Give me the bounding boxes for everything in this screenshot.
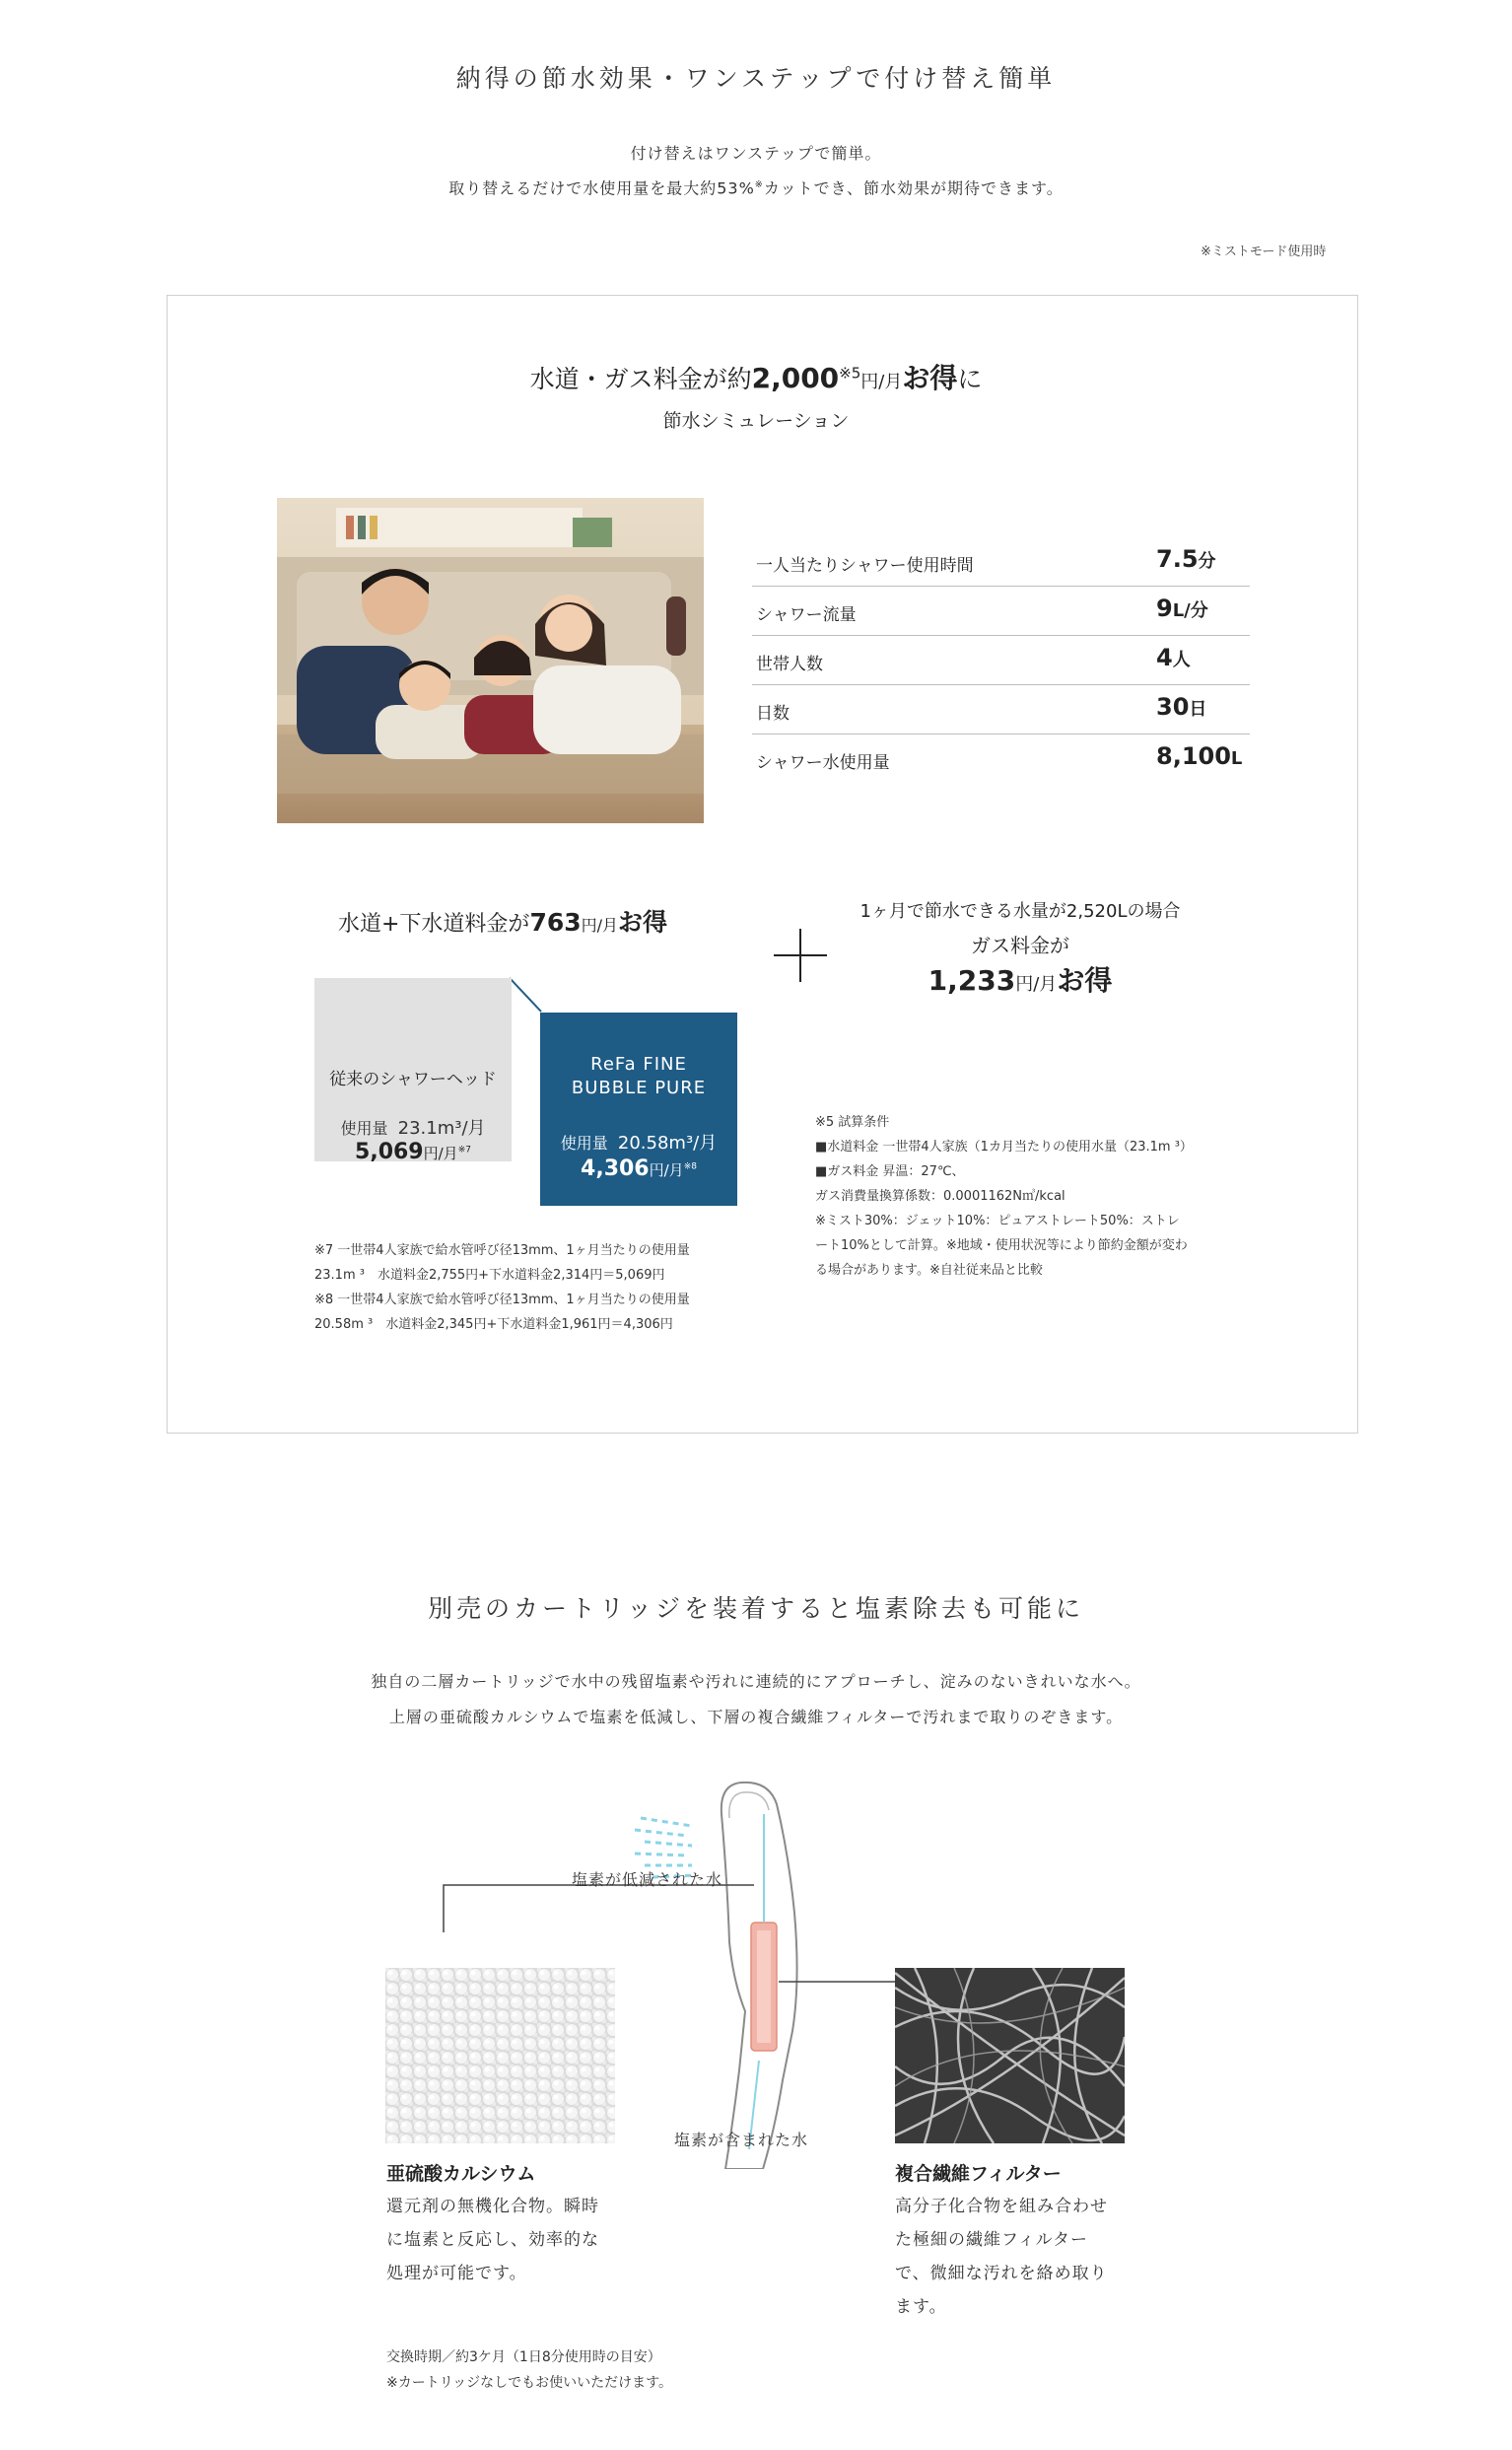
desc-line: ます。	[895, 2297, 947, 2317]
material-calcium-sulfite	[386, 2159, 643, 2290]
row-value	[1156, 644, 1191, 671]
gas-savings	[808, 895, 1232, 1004]
caption-reduced-chlorine: 塩素が低減された水	[572, 1870, 723, 1889]
lead-line-2-post: カットでき、節水効果が期待できます。	[763, 178, 1064, 198]
row-number: 8,100	[1156, 742, 1231, 770]
simulation-subtitle: 節水シミュレーション	[662, 410, 850, 432]
caption-chlorine-water: 塩素が含まれた水	[674, 2131, 809, 2149]
simulation-headline	[0, 357, 1512, 396]
row-number: 4	[1156, 644, 1173, 671]
footnote-line: ※5 試算条件	[815, 1115, 890, 1130]
row-number: 7.5	[1156, 545, 1199, 573]
gas-emph: お得	[1057, 964, 1113, 997]
simulation-table	[752, 537, 1250, 783]
note-line: 交換時期／約3ケ月（1日8分使用時の目安）	[386, 2349, 661, 2365]
headline-emph: お得	[902, 362, 958, 394]
water-emph: お得	[618, 908, 668, 937]
desc-line: 還元剤の無機化合物。瞬時	[386, 2197, 599, 2216]
lead-line-2: 上層の亜硫酸カルシウムで塩素を低減し、下層の複合繊維フィルターで汚れまで取りのぞきます。	[388, 1708, 1124, 1726]
card-new-usage-label: 使用量	[560, 1134, 608, 1153]
card-new-price-value: 4,306	[581, 1156, 650, 1181]
fiber-filter-image	[895, 1968, 1125, 2143]
section2-lead	[0, 1664, 1512, 1735]
card-old-price	[314, 1140, 512, 1164]
card-old-price-value: 5,069	[355, 1140, 424, 1164]
material-description	[895, 2190, 1151, 2324]
table-row	[752, 587, 1250, 636]
lead-mark: ※	[754, 179, 764, 190]
row-unit: 日	[1189, 699, 1207, 720]
lead-line-2-text: 取り替えるだけで水使用量を最大約53%	[448, 178, 755, 198]
row-label: 一人当たりシャワー使用時間	[756, 556, 974, 576]
row-label: シャワー流量	[756, 605, 857, 625]
row-unit: 人	[1172, 650, 1191, 670]
section-title-water-saving: 納得の節水効果・ワンステップで付け替え簡単	[455, 64, 1057, 93]
footnote-line: ※8 一世帯4人家族で給水管呼び径13mm、1ヶ月当たりの使用量	[314, 1293, 690, 1307]
card-new-price	[540, 1156, 737, 1181]
headline-pre: 水道・ガス料金が約	[529, 365, 752, 393]
desc-line: 処理が可能です。	[386, 2264, 527, 2283]
card-new-title-1: ReFa FINE	[590, 1054, 687, 1075]
desc-line: た極細の繊維フィルター	[895, 2230, 1088, 2250]
lead-line-1: 付け替えはワンステップで簡単。	[630, 144, 882, 163]
material-fiber-filter	[895, 2159, 1151, 2324]
table-row	[752, 685, 1250, 735]
section1-lead	[0, 138, 1512, 204]
water-savings-headline	[338, 903, 667, 939]
row-label: シャワー水使用量	[756, 753, 890, 773]
mist-mode-note: ※ミストモード使用時	[1201, 245, 1327, 259]
cartridge-notes	[386, 2345, 672, 2396]
card-old-price-unit: 円/月	[423, 1145, 458, 1162]
card-new-usage	[540, 1129, 737, 1155]
card-old-mark: ※7	[457, 1145, 471, 1155]
card-old-title: 従来のシャワーヘッド	[329, 1070, 497, 1089]
card-refa-fine-bubble-pure	[540, 1013, 737, 1206]
gas-amount: 1,233	[928, 964, 1016, 997]
footnote-line: ート10%として計算。※地域・使用状況等により節約金額が変わ	[815, 1238, 1188, 1253]
water-amount: 763	[529, 908, 582, 937]
card-old-usage-label: 使用量	[340, 1119, 388, 1138]
footnotes-left	[314, 1238, 748, 1337]
card-old-usage-value: 23.1m³/月	[397, 1118, 486, 1139]
material-title: 複合繊維フィルター	[895, 2163, 1062, 2185]
desc-line: に塩素と反応し、効率的な	[386, 2230, 599, 2250]
card-new-usage-value: 20.58m³/月	[617, 1133, 718, 1154]
row-label: 世帯人数	[756, 655, 823, 674]
water-pre: 水道+下水道料金が	[338, 912, 530, 937]
row-value	[1156, 595, 1208, 622]
row-unit: L/分	[1172, 600, 1208, 621]
gas-unit: 円/月	[1015, 974, 1058, 995]
headline-amount: 2,000	[751, 362, 840, 394]
footnote-line: る場合があります。※自社従来品と比較	[815, 1263, 1043, 1278]
material-description	[386, 2190, 643, 2290]
section-title-cartridge: 別売のカートリッジを装着すると塩素除去も可能に	[427, 1594, 1084, 1623]
row-value	[1156, 693, 1206, 721]
card-old-usage	[314, 1114, 512, 1140]
lead-line-1: 独自の二層カートリッジで水中の残留塩素や汚れに連続的にアプローチし、淀みのないきれいな水へ。	[371, 1672, 1141, 1691]
row-label: 日数	[756, 704, 790, 724]
gas-line-2: ガス料金が	[971, 934, 1069, 957]
row-unit: L	[1230, 748, 1243, 769]
note-line: ※カートリッジなしでもお使いいただけます。	[386, 2375, 673, 2391]
card-conventional-showerhead	[314, 978, 512, 1164]
card-new-title-2: BUBBLE PURE	[571, 1078, 707, 1098]
footnote-line: 20.58m ³ 水道料金2,345円+下水道料金1,961円＝4,306円	[314, 1317, 673, 1332]
desc-line: 高分子化合物を組み合わせ	[895, 2197, 1108, 2216]
row-value	[1156, 742, 1242, 770]
leader-line-left	[444, 1885, 754, 1932]
desc-line: で、微細な汚れを絡め取り	[895, 2264, 1108, 2283]
water-unit: 円/月	[581, 916, 619, 935]
calcium-sulfite-image	[385, 1968, 615, 2143]
card-new-price-unit: 円/月	[649, 1161, 684, 1179]
row-number: 30	[1156, 693, 1190, 721]
table-row	[752, 636, 1250, 685]
headline-mark: ※5	[839, 364, 861, 383]
card-new-mark: ※8	[683, 1161, 697, 1172]
row-value	[1156, 545, 1216, 573]
footnote-line: ※7 一世帯4人家族で給水管呼び径13mm、1ヶ月当たりの使用量	[314, 1243, 690, 1258]
lead-line-2	[0, 170, 1512, 204]
footnote-line: ■水道料金 一世帯4人家族（1カ月当たりの使用水量（23.1m ³）	[815, 1140, 1193, 1155]
table-row	[752, 735, 1250, 783]
footnote-line: ガス消費量換算係数：0.0001162N㎥/kcal	[815, 1189, 1065, 1204]
material-title: 亜硫酸カルシウム	[386, 2163, 536, 2185]
row-unit: 分	[1198, 551, 1216, 572]
table-row	[752, 537, 1250, 587]
gas-line-1: 1ヶ月で節水できる水量が2,520Lの場合	[859, 901, 1181, 922]
footnote-line: ■ガス料金 昇温：27℃、	[815, 1164, 965, 1179]
headline-unit: 円/月	[860, 372, 903, 392]
footnotes-right	[815, 1110, 1259, 1283]
family-photo	[277, 498, 704, 823]
row-number: 9	[1156, 595, 1173, 622]
headline-post: に	[957, 365, 983, 393]
card-connector	[508, 976, 547, 1015]
footnote-line: ※ミスト30%：ジェット10%：ピュアストレート50%：ストレ	[815, 1214, 1180, 1228]
gas-amount-line	[808, 962, 1232, 1004]
footnote-line: 23.1m ³ 水道料金2,755円+下水道料金2,314円＝5,069円	[314, 1268, 665, 1283]
